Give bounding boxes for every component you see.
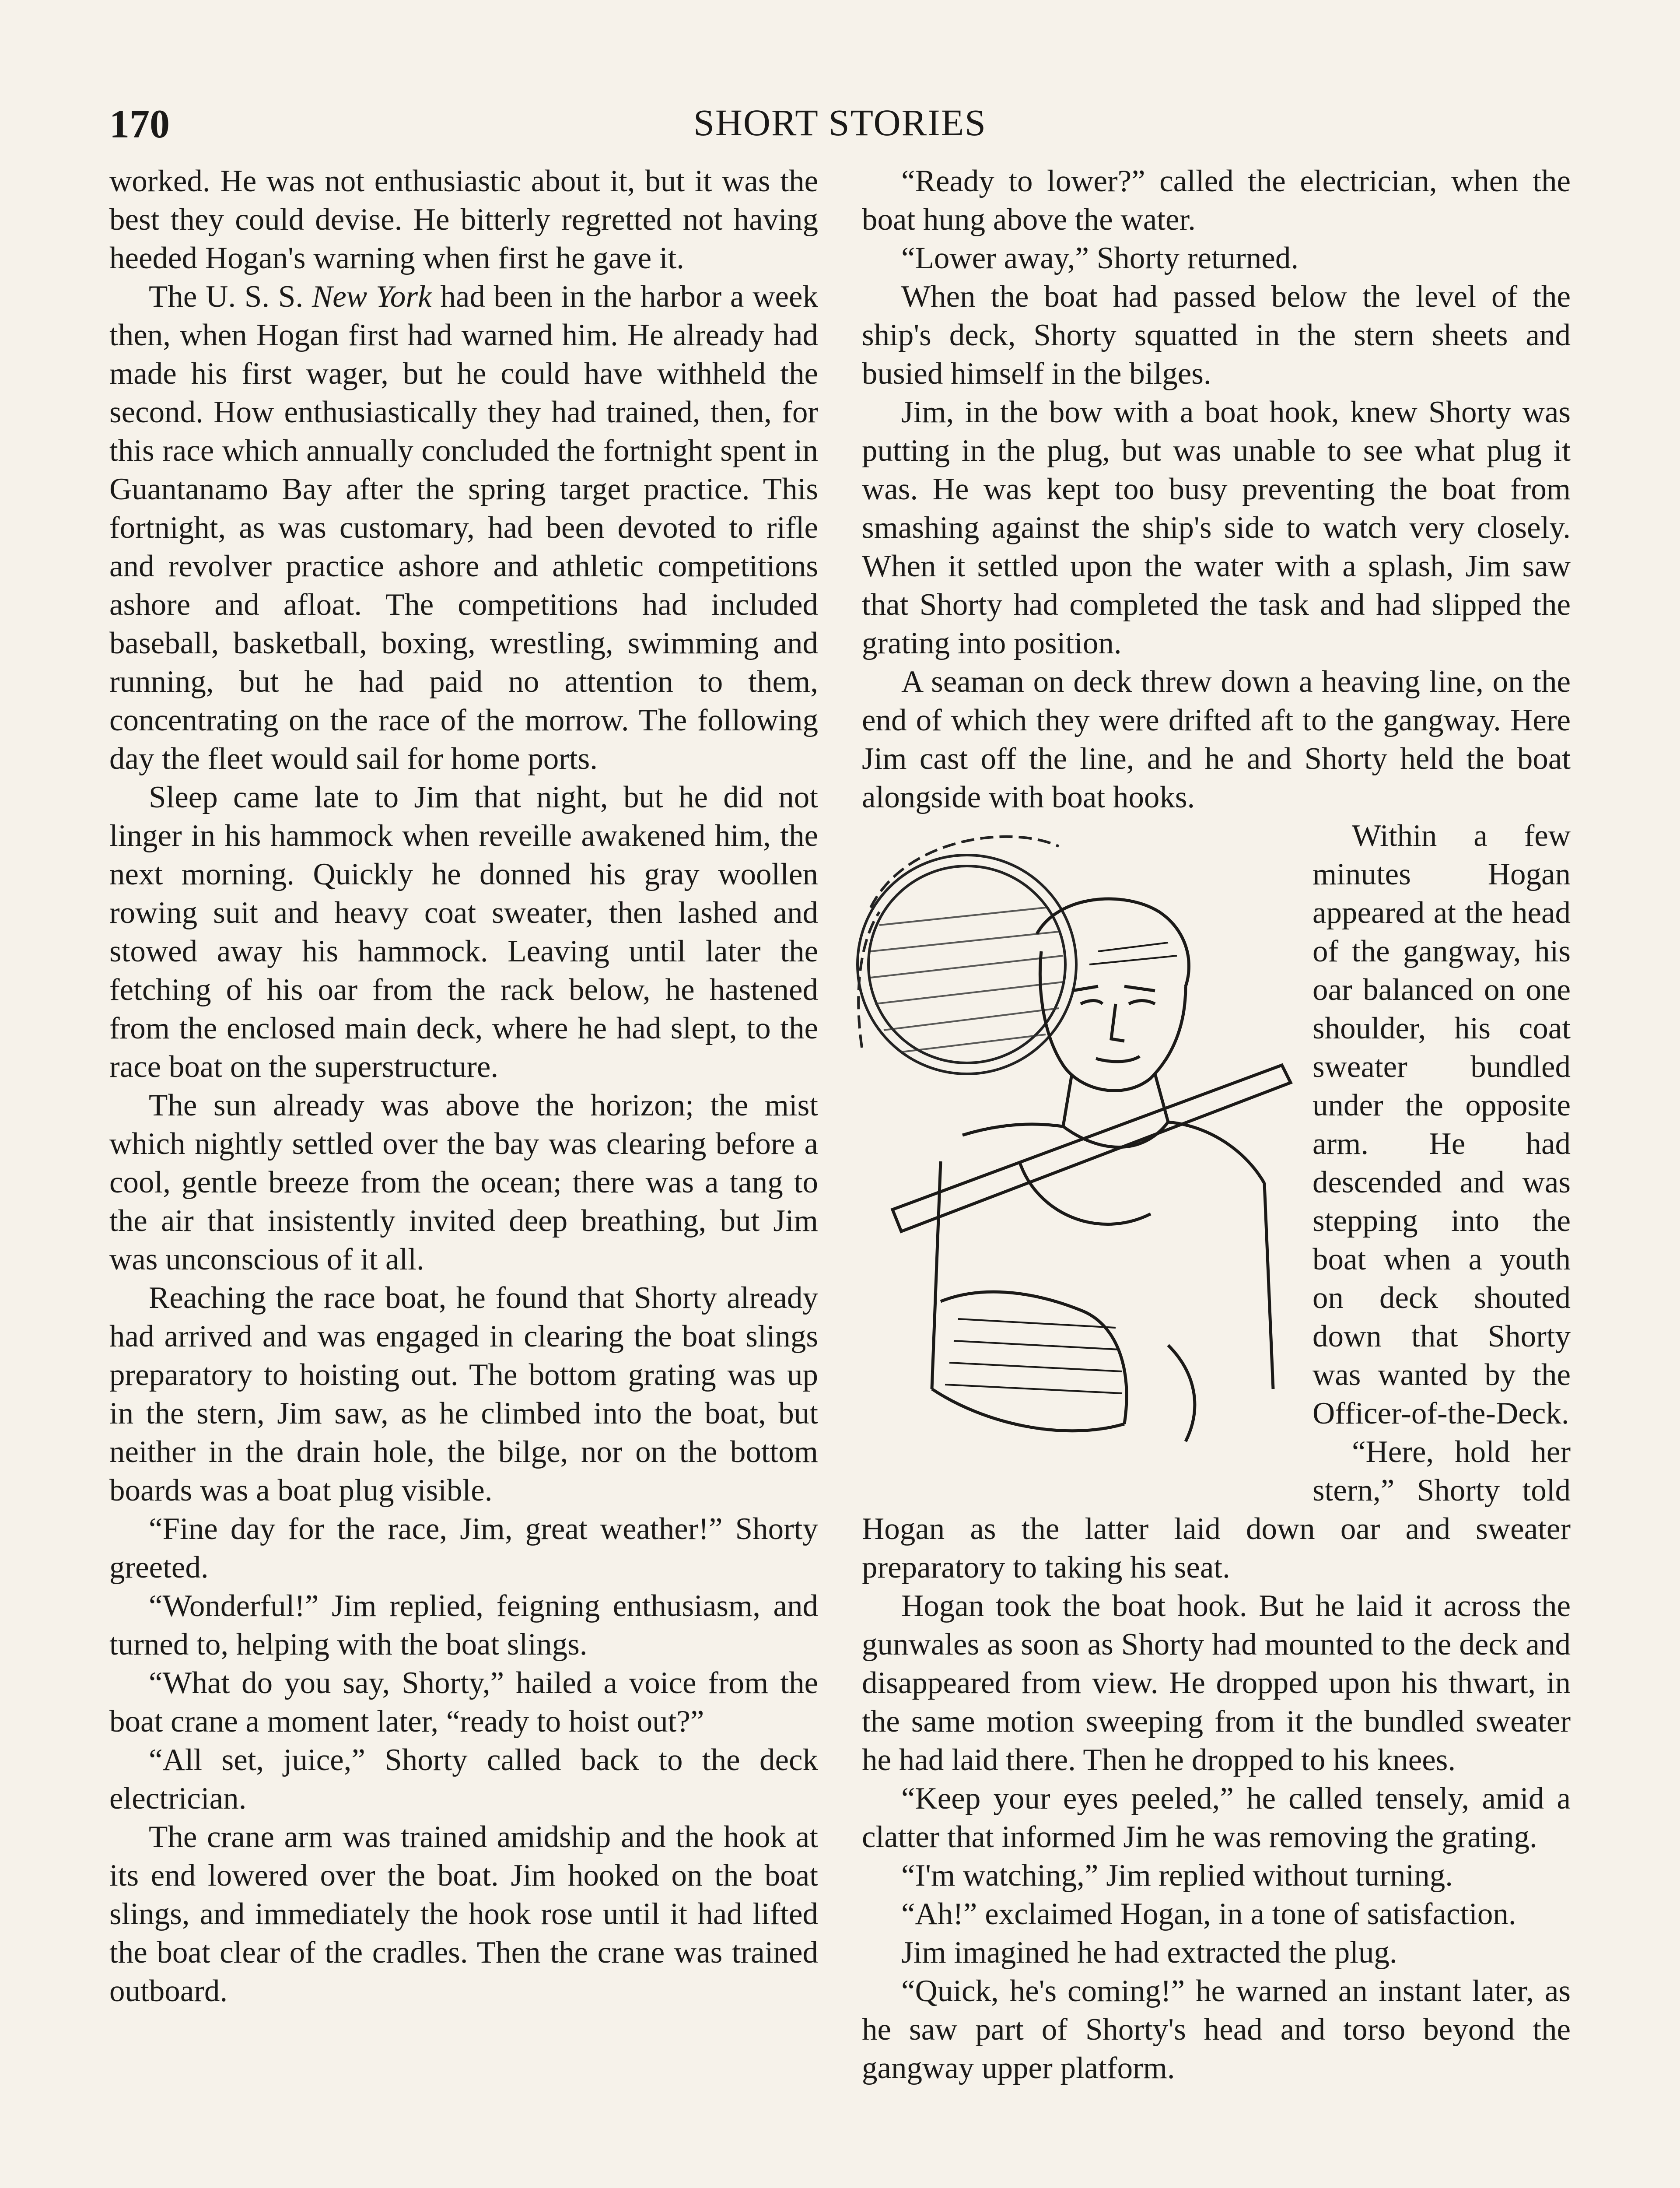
page-number: 170 bbox=[109, 102, 170, 146]
paragraph: worked. He was not enthusiastic about it, but it was the best they could devise. He bitterly regretted not having heeded Hogan's warning when first he gave it. bbox=[109, 164, 818, 275]
page-header bbox=[109, 96, 1571, 153]
paragraph: “Keep your eyes peeled,” he called tensely, amid a clatter that informed Jim he was removing the grating. bbox=[862, 1781, 1571, 1854]
paragraph: Within a few minutes Hogan appeared at the head of the gangway, his oar balanced on one shoulder, his coat sweater bundled under the opposite arm. He had descended and was stepping into the boat when a youth on deck shouted down that Shorty was wanted by the Officer-of-the-Deck. bbox=[1312, 819, 1571, 1431]
paragraph: The sun already was above the horizon; the mist which nightly settled over the bay was clearing before a cool, gentle breeze from the ocean; there was a tang to the air that insistently invited deep breathing, but Jim was unconscious of it all. bbox=[109, 1088, 818, 1276]
paragraph-text: The U. S. S. bbox=[149, 280, 304, 314]
paragraph: “Ah!” exclaimed Hogan, in a tone of satisfaction. bbox=[901, 1897, 1516, 1931]
paragraph: Sleep came late to Jim that night, but he did not linger in his hammock when reveille awakened him, the next morning. Quickly he donned his gray woollen rowing suit and heavy coat sweater, then lashed and stowed away his hammock. Leaving until later the fetching of his oar from the rack below, he hastened from the enclosed main deck, where he had slept, to the race boat on the superstructure. bbox=[109, 780, 818, 1084]
paragraph: “Lower away,” Shorty returned. bbox=[901, 241, 1299, 275]
illustration-rower bbox=[853, 820, 1295, 1468]
paragraph: Hogan took the boat hook. But he laid it across the gunwales as soon as Shorty had mounted to the deck and disappeared from view. He dropped upon his thwart, in the same motion sweeping from it the bundled sweater he had laid there. Then he dropped to his knees. bbox=[862, 1589, 1571, 1777]
paragraph: The crane arm was trained amidship and the hook at its end lowered over the boat. Jim hooked on the boat slings, and immediately the hook rose until it had lifted the boat clear of the cradles. Then the crane was trained outboard. bbox=[109, 1820, 818, 2008]
paragraph: “Here, hold her stern,” Shorty told Hogan as the latter laid down oar and sweater preparatory to taking his seat. bbox=[862, 1435, 1571, 1585]
paragraph: “Ready to lower?” called the electrician, when the boat hung above the water. bbox=[862, 164, 1571, 237]
rower-sketch-icon bbox=[853, 820, 1295, 1468]
paragraph-text: had been in the harbor a week then, when Hogan first had warned him. He already had made his first wager, but he could have withheld the second. How enthusiastically they had trained, then, for this race which annually concluded the fortnight spent in Guantanamo Bay after the spring target practice. This fortnight, as was customary, had been devoted to rifle and revolver practice ashore and athletic competitions ashore and afloat. The competitions had included baseball, basketball, boxing, wrestling, swimming and running, but he had paid no attention to them, concentrating on the race of the morrow. The following day the fleet would sail for home ports. bbox=[109, 280, 819, 776]
right-column bbox=[862, 162, 1571, 2087]
paragraph: “Quick, he's coming!” he warned an instant later, as he saw part of Shorty's head and torso beyond the gangway upper platform. bbox=[862, 1974, 1571, 2085]
paragraph bbox=[109, 277, 818, 778]
paragraph: “All set, juice,” Shorty called back to the deck electrician. bbox=[109, 1743, 818, 1816]
paragraph: A seaman on deck threw down a heaving line, on the end of which they were drifted aft to the gangway. Here Jim cast off the line, and he and Shorty held the boat alongside with boat hooks. bbox=[862, 665, 1571, 814]
paragraph: “What do you say, Shorty,” hailed a voice from the boat crane a moment later, “ready to hoist out?” bbox=[109, 1666, 818, 1739]
paragraph: “Wonderful!” Jim replied, feigning enthusiasm, and turned to, helping with the boat slings. bbox=[109, 1589, 818, 1662]
paragraph: When the boat had passed below the level of the ship's deck, Shorty squatted in the stern sheets and busied himself in the bilges. bbox=[862, 280, 1571, 391]
ship-name: New York bbox=[312, 280, 432, 314]
paragraph: Jim imagined he had extracted the plug. bbox=[901, 1936, 1397, 1970]
paragraph: Jim, in the bow with a boat hook, knew Shorty was putting in the plug, but was unable to see what plug it was. He was kept too busy preventing the boat from smashing against the ship's side to watch very closely. When it settled upon the water with a splash, Jim saw that Shorty had completed the task and had slipped the grating into position. bbox=[862, 395, 1571, 660]
paragraph: “I'm watching,” Jim replied without turning. bbox=[901, 1858, 1453, 1893]
paragraph: Reaching the race boat, he found that Shorty already had arrived and was engaged in clearing the boat slings preparatory to hoisting out. The bottom grating was up in the stern, Jim saw, as he climbed into the boat, but neither in the drain hole, the bilge, nor on the bottom boards was a boat plug visible. bbox=[109, 1281, 818, 1508]
running-title: SHORT STORIES bbox=[693, 102, 987, 144]
left-column bbox=[109, 162, 818, 2010]
paragraph: “Fine day for the race, Jim, great weather!” Shorty greeted. bbox=[109, 1512, 818, 1585]
